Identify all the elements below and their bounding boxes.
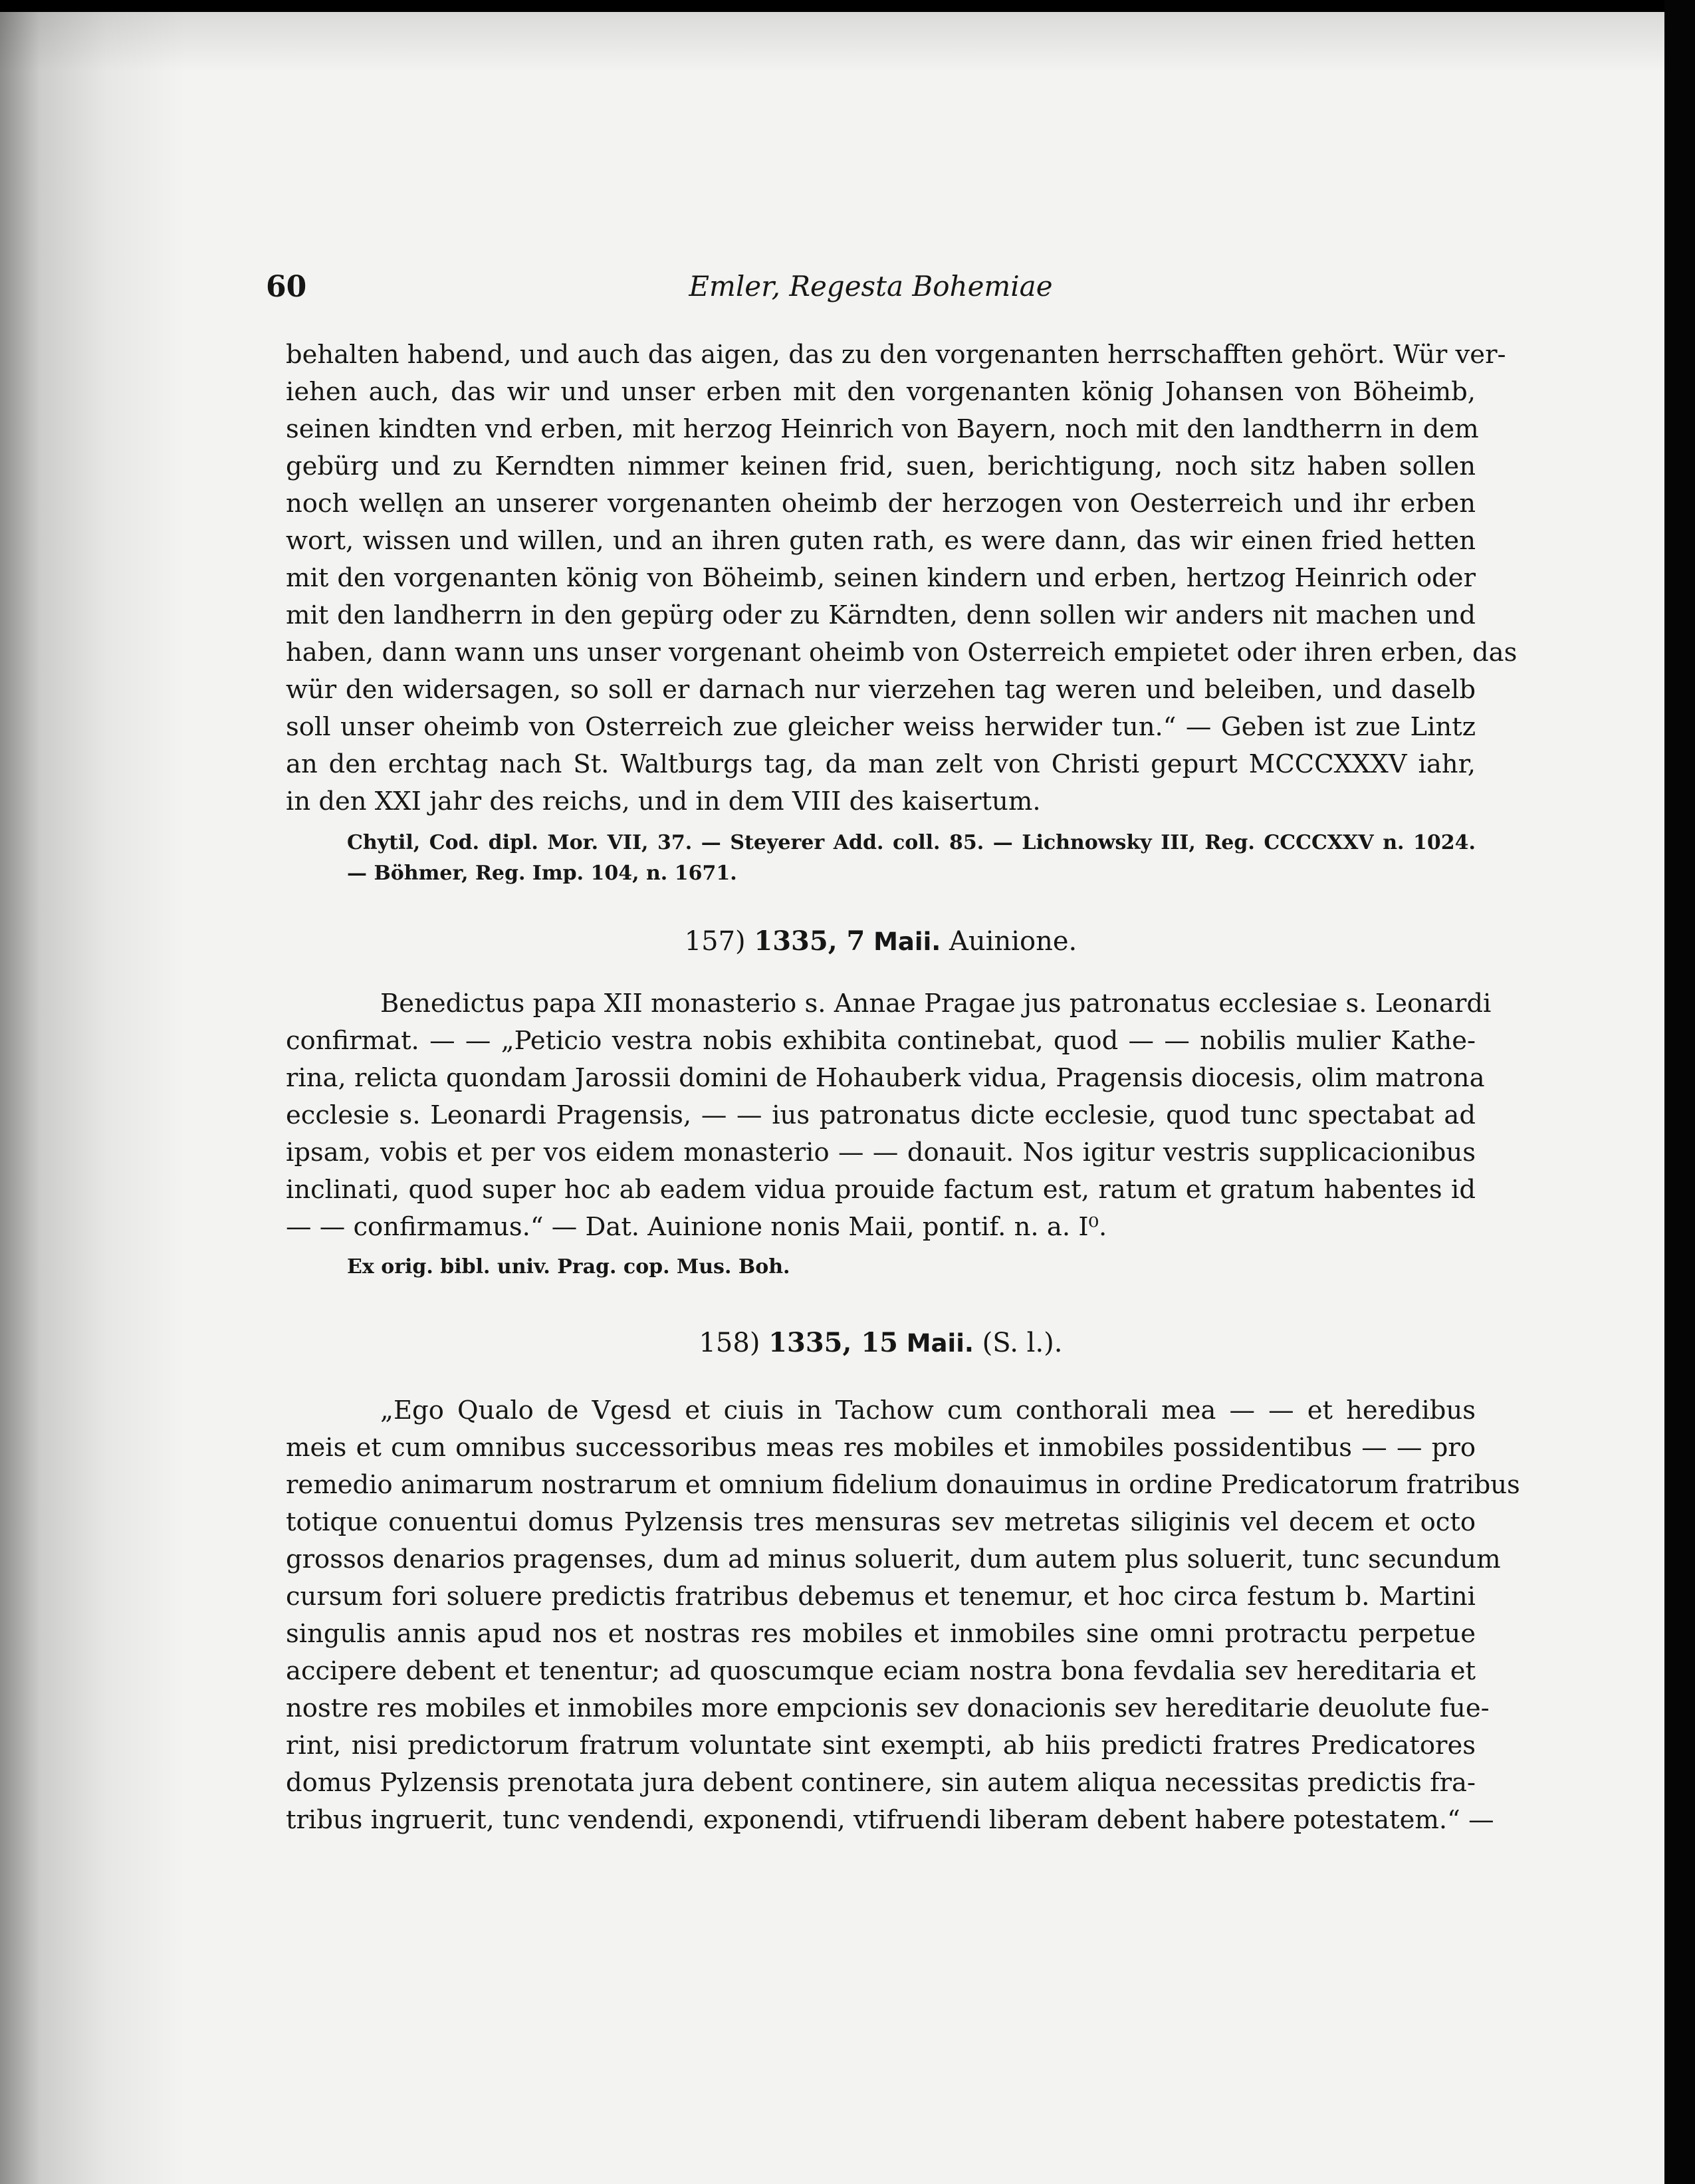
source-note: — Böhmer, Reg. Imp. 104, n. 1671. [347, 862, 737, 885]
text-line: grossos denarios pragenses, dum ad minus soluerit, dum autem plus soluerit, tunc secundum [286, 1544, 1501, 1574]
entry-month: Maii. [873, 927, 941, 956]
text-line: seinen kindten vnd erben, mit herzog Heinrich von Bayern, noch mit den landtherrn in dem [286, 414, 1479, 444]
source-note: Ex orig. bibl. univ. Prag. cop. Mus. Boh. [347, 1255, 790, 1278]
text-line: iehen auch, das wir und unser erben mit den vorgenanten könig Johansen von Böheimb, [286, 377, 1476, 407]
text-line: accipere debent et tenentur; ad quoscumque eciam nostra bona fevdalia sev hereditaria et [286, 1656, 1476, 1686]
text-line: rina, relicta quondam Jarossii domini de Hohauberk vidua, Pragensis diocesis, olim matrona [286, 1063, 1485, 1093]
text-line: soll unser oheimb von Osterreich zue gleicher weiss herwider tun.“ — Geben ist zue Lintz [286, 712, 1476, 742]
text-line: behalten habend, und auch das aigen, das zu den vorgenanten herrschafften gehört. Wür ver- [286, 340, 1506, 370]
text-line: meis et cum omnibus successoribus meas res mobiles et inmobiles possidentibus — — pro [286, 1433, 1476, 1463]
text-line: wort, wissen und willen, und an ihren guten rath, es were dann, das wir einen fried hetten [286, 526, 1476, 556]
entry-number: 157) [684, 926, 746, 957]
text-line: remedio animarum nostrarum et omnium fidelium donauimus in ordine Predicatorum fratribus [286, 1470, 1520, 1500]
entry-date: 1335, 15 [768, 1327, 898, 1358]
text-line: confirmat. — — „Peticio vestra nobis exhibita continebat, quod — — nobilis mulier Kathe- [286, 1026, 1476, 1056]
text-line: totique conuentui domus Pylzensis tres mensuras sev metretas siliginis vel decem et octo [286, 1507, 1476, 1537]
text-line: — — confirmamus.“ — Dat. Auinione nonis Maii, pontif. n. a. I⁰. [286, 1212, 1107, 1242]
text-line: gebürg und zu Kerndten nimmer keinen frid, suen, berichtigung, noch sitz haben sollen [286, 451, 1476, 481]
text-line: singulis annis apud nos et nostras res mobiles et inmobiles sine omni protractu perpetue [286, 1619, 1476, 1649]
text-line: Benedictus papa XII monasterio s. Annae Pragae jus patronatus ecclesiae s. Leonardi [380, 989, 1492, 1019]
text-line: rint, nisi predictorum fratrum voluntate sint exempti, ab hiis predicti fratres Predicatores [286, 1731, 1476, 1760]
text-line: inclinati, quod super hoc ab eadem vidua prouide factum est, ratum et gratum habentes id [286, 1175, 1476, 1205]
text-line: wür den widersagen, so soll er darnach nur vierzehen tag weren und beleiben, und daselb [286, 675, 1476, 705]
entry-number: 158) [699, 1328, 760, 1358]
entry-month: Maii. [906, 1329, 974, 1358]
text-line: tribus ingruerit, tunc vendendi, exponendi, vtifruendi liberam debent habere potestatem.“ — [286, 1805, 1494, 1835]
text-line: noch wellęn an unserer vorgenanten oheimb der herzogen von Oesterreich und ihr erben [286, 489, 1476, 519]
entry-place: Auinione. [949, 926, 1077, 957]
text-line: „Ego Qualo de Vgesd et ciuis in Tachow cum conthorali mea — — et heredibus [380, 1395, 1476, 1425]
entry-date: 1335, 7 [754, 925, 865, 957]
text-line: haben, dann wann uns unser vorgenant oheimb von Osterreich empietet oder ihren erben, das [286, 638, 1518, 667]
page-header [266, 270, 1476, 310]
text-line: an den erchtag nach St. Waltburgs tag, da man zelt von Christi gepurt MCCCXXXV iahr, [286, 749, 1476, 779]
text-line: mit den vorgenanten könig von Böheimb, seinen kindern und erben, hertzog Heinrich oder [286, 563, 1476, 593]
entry-heading-158 [286, 1324, 1476, 1362]
source-note: Chytil, Cod. dipl. Mor. VII, 37. — Steyerer Add. coll. 85. — Lichnowsky III, Reg. CCCCXXV n. 1024. [347, 831, 1476, 854]
text-line: ipsam, vobis et per vos eidem monasterio — — donauit. Nos igitur vestris supplicacionibus [286, 1138, 1476, 1167]
text-line: in den XXI jahr des reichs, und in dem VIII des kaisertum. [286, 787, 1041, 816]
text-line: nostre res mobiles et inmobiles more empcionis sev donacionis sev hereditarie deuolute fue- [286, 1693, 1490, 1723]
entry-heading-157 [286, 923, 1476, 960]
text-line: mit den landherrn in den gepürg oder zu Kärndten, denn sollen wir anders nit machen und [286, 600, 1476, 630]
text-line: domus Pylzensis prenotata jura debent continere, sin autem aliqua necessitas predictis fra- [286, 1768, 1476, 1798]
text-line: cursum fori soluere predictis fratribus debemus et tenemur, et hoc circa festum b. Martini [286, 1582, 1476, 1612]
entry-place: (S. l.). [982, 1328, 1063, 1358]
running-title: Emler, Regesta Bohemiae [689, 270, 1053, 303]
page-number: 60 [266, 270, 307, 304]
scan-border [1664, 0, 1695, 2184]
text-line: ecclesie s. Leonardi Pragensis, — — ius patronatus dicte ecclesie, quod tunc spectabat ad [286, 1100, 1476, 1130]
